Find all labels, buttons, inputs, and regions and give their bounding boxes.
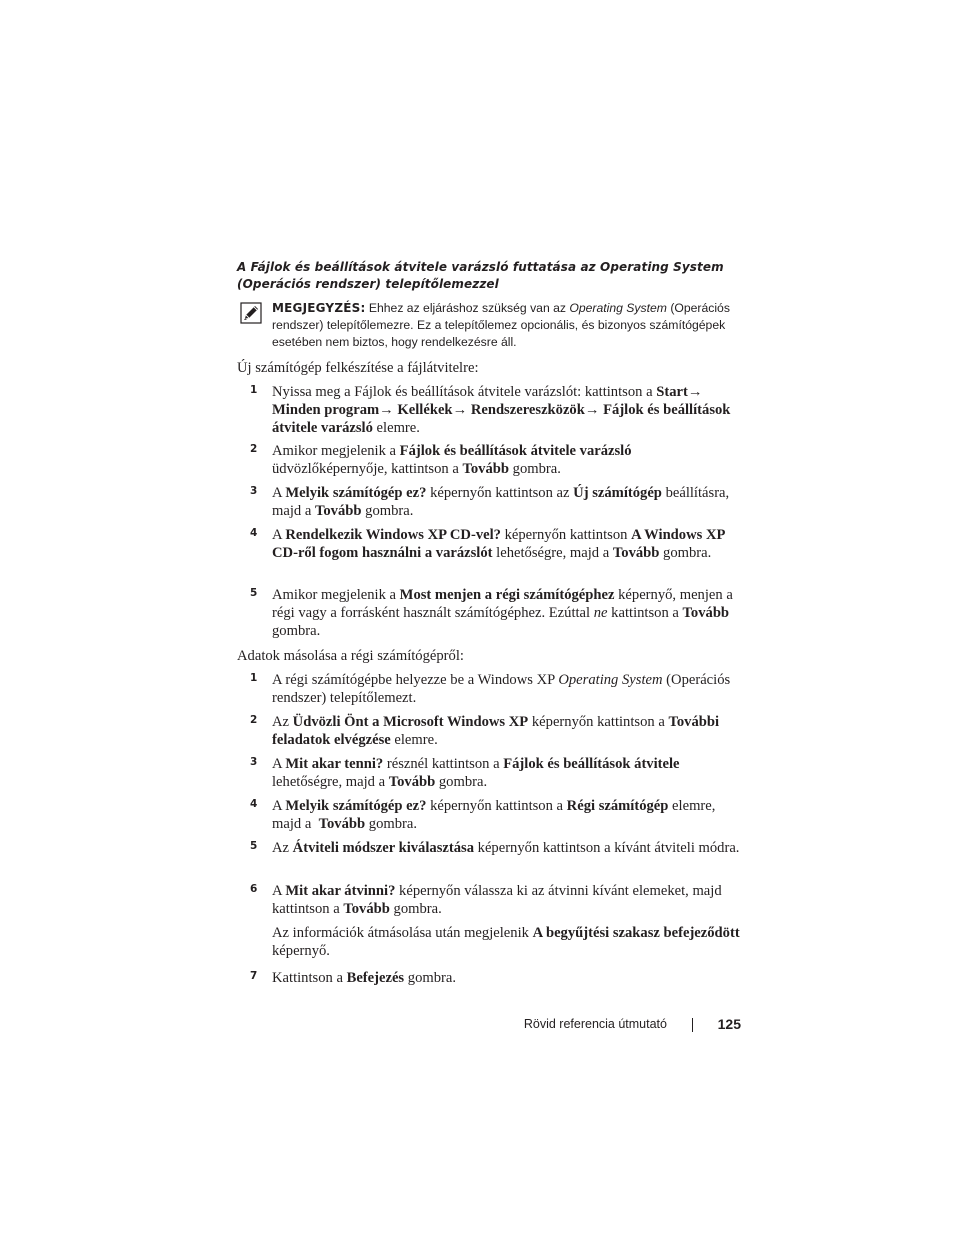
step-number: 3: [250, 485, 258, 497]
step-text: Az Átviteli módszer kiválasztása képernyőn kattintson a kívánt átviteli módra.: [272, 840, 740, 856]
note-label: MEGJEGYZÉS:: [272, 301, 366, 315]
note-box: [272, 300, 742, 351]
step-text: A Mit akar átvinni? képernyőn válassza ki az átvinni kívánt elemeket, majd kattintson a Tovább gombra.: [272, 883, 722, 917]
footer-separator: [692, 1018, 693, 1032]
section-heading: [237, 259, 757, 293]
step-number: 3: [250, 756, 258, 768]
note-text-italic: Operating System: [569, 301, 667, 315]
step-text: Amikor megjelenik a Fájlok és beállítások átvitele varázsló üdvözlőképernyője, kattintson a Tovább gombra.: [272, 443, 632, 477]
step-number: 4: [250, 798, 258, 810]
note-text-2: (Operációs rendszer) telepítőlemezre. Ez a telepítőlemez opcionális, és bizonyos számítógépek esetében nem biztos, hogy rendelkezésre áll.: [272, 301, 730, 349]
step-text: Amikor megjelenik a Most menjen a régi számítógéphez képernyő, menjen a régi vagy a forrásként használt számítógéphez. Ezúttal ne kattintson a Tovább gombra.: [272, 587, 733, 639]
footer-title: Rövid referencia útmutató: [523, 1017, 667, 1031]
step-text: A Melyik számítógép ez? képernyőn kattintson a Régi számítógép elemre, majd a Tovább gombra.: [272, 798, 720, 832]
step-text: A régi számítógépbe helyezze be a Windows XP Operating System (Operációs rendszer) telepítőlemezt.: [272, 672, 731, 706]
section2-intro: Adatok másolása a régi számítógépről:: [237, 648, 464, 664]
step-number: 4: [250, 527, 258, 539]
pencil-note-icon: [240, 302, 262, 324]
step-number: 2: [250, 443, 258, 455]
step-text: A Rendelkezik Windows XP CD-vel? képernyőn kattintson A Windows XP CD-ről fogom használni a varázslót lehetőségre, majd a Tovább gombra.: [272, 527, 725, 561]
step-number: 1: [250, 672, 258, 684]
step-text: A Melyik számítógép ez? képernyőn kattintson az Új számítógép beállításra, majd a Tovább gombra.: [272, 485, 730, 519]
step-text: Nyissa meg a Fájlok és beállítások átvitele varázslót: kattintson a Start→ Minden program→ Kellékek→ Rendszereszközök→ Fájlok és beállítások átvitele varázsló elemre.: [272, 384, 731, 436]
step-text: Kattintson a Befejezés gombra.: [272, 970, 457, 986]
step-text: A Mit akar tenni? résznél kattintson a Fájlok és beállítások átvitele lehetőségre, majd a Tovább gombra.: [272, 756, 680, 790]
heading-line-2: (Operációs rendszer) telepítőlemezzel: [237, 277, 499, 291]
step-text: Az Üdvözli Önt a Microsoft Windows XP képernyőn kattintson a További feladatok elvégzése elemre.: [272, 714, 720, 748]
step-number: 5: [250, 587, 258, 599]
step-number: 6: [250, 883, 258, 895]
step-number: 5: [250, 840, 258, 852]
page-number: 125: [717, 1016, 741, 1032]
step-number: 2: [250, 714, 258, 726]
step-number: 7: [250, 970, 258, 982]
step-note-text: Az információk átmásolása után megjelenik A begyűjtési szakasz befejeződött képernyő.: [272, 925, 740, 959]
heading-line-1: A Fájlok és beállítások átvitele varázsló futtatása az Operating System: [237, 260, 724, 274]
section1-intro: Új számítógép felkészítése a fájlátvitelre:: [237, 360, 479, 376]
note-text-1: Ehhez az eljáráshoz szükség van az: [365, 301, 570, 315]
step-number: 1: [250, 384, 258, 396]
